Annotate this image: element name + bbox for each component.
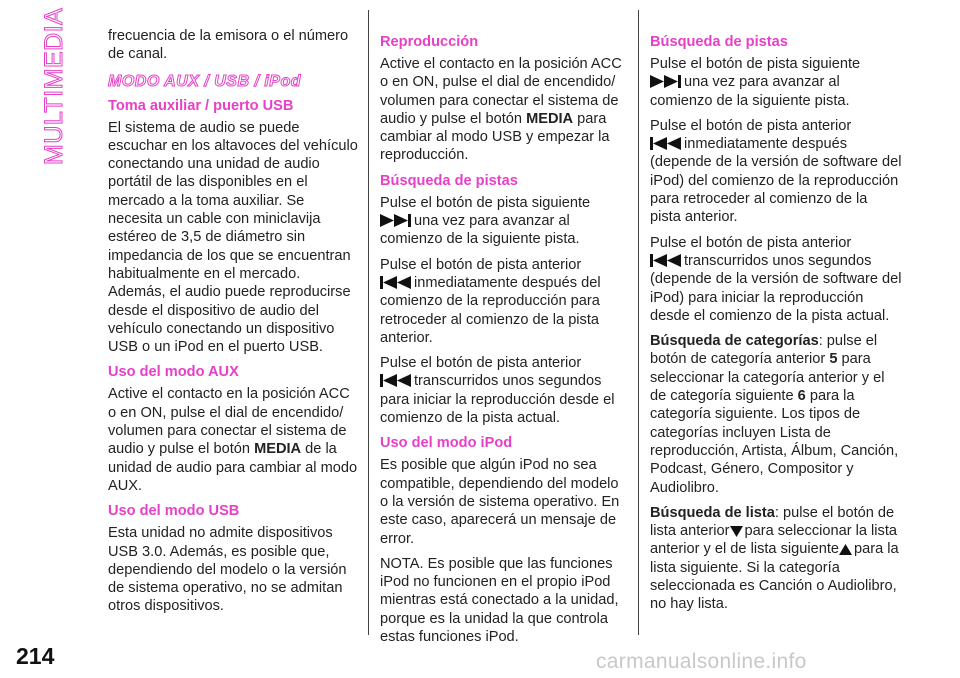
button-number-6: 6 <box>797 388 806 405</box>
paragraph-busqueda-lista: Búsqueda de lista: pulse el botón de lista anterior para seleccionar la lista anterior y el de lista siguiente para la lista siguiente. Si la categoría seleccionada es Canción o Audiolibro, no hay lista. <box>650 504 899 613</box>
categorias-label: Búsqueda de categorías <box>650 333 819 350</box>
paragraph-uso-ipod: Es posible que algún iPod no sea compatible, dependiendo del modelo o la versión de sistema operativo. En este caso, aparecerá un mensaje de error. <box>380 457 620 547</box>
media-button-label: MEDIA <box>526 110 574 127</box>
up-arrow-icon <box>839 544 852 555</box>
page-number: 214 <box>16 643 55 669</box>
previous-track-icon <box>650 254 682 267</box>
paragraph-next-track: Pulse el botón de pista siguiente una vez para avanzar al comienzo de la siguiente pista. <box>650 56 861 109</box>
media-button-label: MEDIA <box>254 441 302 458</box>
heading-busqueda-pistas: Búsqueda de pistas <box>380 172 518 189</box>
main-heading: MODO AUX / USB / iPod <box>108 72 302 90</box>
heading-uso-usb: Uso del modo USB <box>108 503 240 520</box>
paragraph-reproduccion: Active el contacto en la posición ACC o en ON, pulse el dial de encendido/ volumen para conectar el sistema de audio y pulse el botón MEDIA para cambiar al modo USB y empezar la reproducción. <box>380 56 622 164</box>
column-3 <box>650 30 902 621</box>
down-arrow-icon <box>730 526 743 537</box>
heading-toma-auxiliar: Toma auxiliar / puerto USB <box>108 97 294 114</box>
paragraph-uso-usb: Esta unidad no admite dispositivos USB 3.0. Además, es posible que, dependiendo del modelo o la versión de sistema operativo, no se admitan otros dispositivos. <box>108 525 347 615</box>
heading-uso-aux: Uso del modo AUX <box>108 364 239 381</box>
button-number-5: 5 <box>829 351 838 368</box>
paragraph-prev-track-restart: Pulse el botón de pista anterior transcurridos unos segundos (depende de la versión de software del iPod) para iniciar la reproducción desde el comienzo de la pista actual. <box>650 234 902 324</box>
paragraph-uso-aux: Active el contacto en la posición ACC o en ON, pulse el dial de encendido/ volumen para conectar el sistema de audio y pulse el botón MEDIA de la unidad de audio para cambiar al modo AUX. <box>108 386 358 494</box>
paragraph-prev-track-restart: Pulse el botón de pista anterior transcurridos unos segundos para iniciar la reproducción desde el comienzo de la pista actual. <box>380 355 615 427</box>
paragraph-prev-track: Pulse el botón de pista anterior inmediatamente después (depende de la versión de software del iPod) del comienzo de la reproducción para retroceder al comienzo de la pista anterior. <box>650 117 902 226</box>
paragraph-busqueda-categorias: Búsqueda de categorías: pulse el botón de categoría anterior 5 para seleccionar la categoría anterior y el de categoría siguiente 6 para la categoría siguiente. Los tipos de categorías incluyen Lista de reproducción, Artista, Álbum, Canción, Podcast, Género, Compositor y Audiolibro. <box>650 333 899 496</box>
intro-text: frecuencia de la emisora o el número de canal. <box>108 28 349 63</box>
next-track-icon <box>380 214 412 227</box>
heading-reproduccion: Reproducción <box>380 34 479 50</box>
column-2 <box>380 30 630 653</box>
previous-track-icon <box>380 374 412 387</box>
heading-busqueda-pistas: Búsqueda de pistas <box>650 34 788 50</box>
heading-uso-ipod: Uso del modo iPod <box>380 435 513 452</box>
previous-track-icon <box>380 276 412 289</box>
section-title: MULTIMEDIA <box>40 7 68 165</box>
next-track-icon <box>650 75 682 88</box>
paragraph-toma-auxiliar: El sistema de audio se puede escuchar en los altavoces del vehículo conectando una unidad de audio portátil de las disponibles en el mercado a la toma auxiliar. Se necesita un cable con miniclavija estéreo de 3,5 de diámetro sin impedancia de los que se encuentran habitualmente en el mercado. Además, el audio puede reproducirse desde el dispositivo de audio del vehículo conectando un dispositivo USB o un iPod en el puerto USB. <box>108 119 358 356</box>
column-divider-left <box>368 10 369 635</box>
paragraph-next-track: Pulse el botón de pista siguiente una vez para avanzar al comienzo de la siguiente pista. <box>380 194 591 248</box>
column-1 <box>108 27 358 623</box>
previous-track-icon <box>650 137 682 150</box>
paragraph-nota: NOTA. Es posible que las funciones iPod no funcionen en el propio iPod mientras está conectado a la unidad, porque es la unidad la que controla estas funciones iPod. <box>380 555 619 646</box>
watermark: carmanualsonline.info <box>596 650 807 673</box>
paragraph-prev-track: Pulse el botón de pista anterior inmediatamente después del comienzo de la reproducción para retroceder al comienzo de la pista anterior. <box>380 256 601 346</box>
lista-label: Búsqueda de lista <box>650 504 775 521</box>
column-divider-right <box>638 10 639 635</box>
